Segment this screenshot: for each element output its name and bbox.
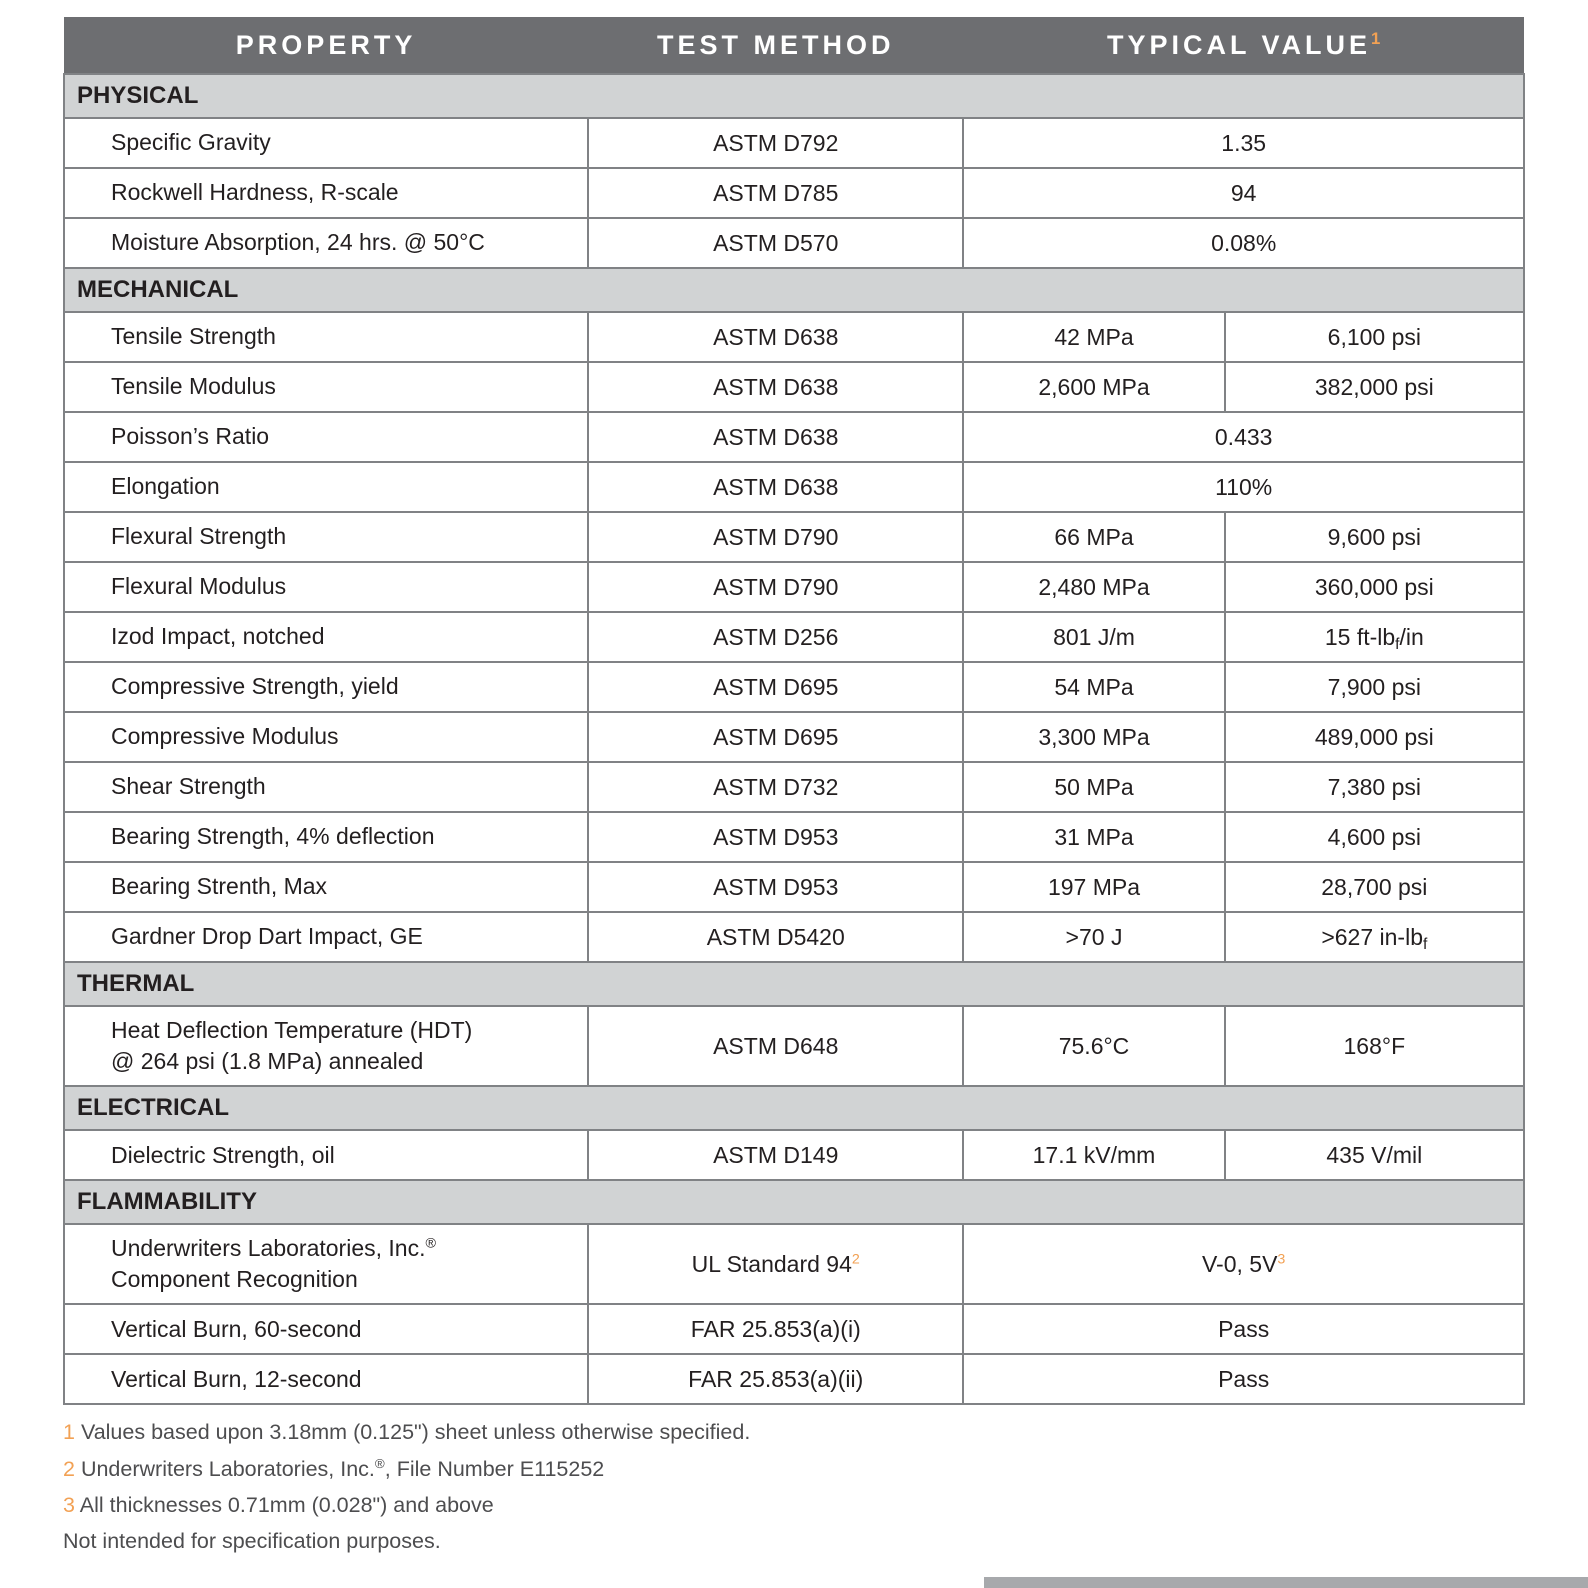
property-cell: Vertical Burn, 60-second: [64, 1304, 588, 1354]
footnote-line: [63, 1455, 1525, 1484]
header-property: PROPERTY: [64, 17, 588, 74]
value-cell-imperial: 6,100 psi: [1225, 312, 1524, 362]
test-method-cell: ASTM D149: [588, 1130, 963, 1180]
section-title: THERMAL: [64, 962, 1524, 1006]
value-cell-imperial: 9,600 psi: [1225, 512, 1524, 562]
property-cell: Flexural Modulus: [64, 562, 588, 612]
value-cell-imperial: 168°F: [1225, 1006, 1524, 1086]
property-cell: Izod Impact, notched: [64, 612, 588, 662]
property-cell: Tensile Modulus: [64, 362, 588, 412]
test-method-cell: ASTM D638: [588, 412, 963, 462]
table-row: [64, 662, 1524, 712]
test-method-cell: ASTM D638: [588, 312, 963, 362]
value-cell-metric: 17.1 kV/mm: [963, 1130, 1224, 1180]
value-cell-metric: 54 MPa: [963, 662, 1224, 712]
value-cell-metric: 75.6°C: [963, 1006, 1224, 1086]
test-method-cell: ASTM D695: [588, 662, 963, 712]
property-cell: Dielectric Strength, oil: [64, 1130, 588, 1180]
value-cell-imperial: 489,000 psi: [1225, 712, 1524, 762]
table-row: [64, 168, 1524, 218]
test-method-cell: ASTM D953: [588, 812, 963, 862]
property-cell: Tensile Strength: [64, 312, 588, 362]
footnote-line: [63, 1492, 1525, 1520]
section-title: MECHANICAL: [64, 268, 1524, 312]
property-cell: Bearing Strength, 4% deflection: [64, 812, 588, 862]
value-cell: 1.35: [963, 118, 1524, 168]
value-cell-metric: 31 MPa: [963, 812, 1224, 862]
table-row: [64, 612, 1524, 662]
property-cell: Poisson’s Ratio: [64, 412, 588, 462]
test-method-cell: ASTM D5420: [588, 912, 963, 962]
test-method-cell: UL Standard 94$^2$: [588, 1224, 963, 1304]
value-cell-imperial: 435 V/mil: [1225, 1130, 1524, 1180]
table-row: [64, 762, 1524, 812]
value-cell-imperial: >627 $in-lb_f$: [1225, 912, 1524, 962]
test-method-cell: ASTM D785: [588, 168, 963, 218]
header-typical-value: TYPICAL VALUE$^1$: [963, 17, 1524, 74]
value-cell: 0.433: [963, 412, 1524, 462]
property-cell: Vertical Burn, 12-second: [64, 1354, 588, 1404]
value-cell-metric: 197 MPa: [963, 862, 1224, 912]
table-row: [64, 912, 1524, 962]
table-row: [64, 1304, 1524, 1354]
property-cell: Elongation: [64, 462, 588, 512]
footer-partial-bar: [984, 1577, 1588, 1588]
test-method-cell: ASTM D790: [588, 512, 963, 562]
property-cell: Shear Strength: [64, 762, 588, 812]
table-row: [64, 118, 1524, 168]
value-cell-imperial: 7,380 psi: [1225, 762, 1524, 812]
footnote-text: Not intended for specification purposes.: [63, 1529, 441, 1554]
footnote-line: [63, 1419, 1525, 1447]
test-method-cell: FAR 25.853(a)(ii): [588, 1354, 963, 1404]
section-row-flammability: [64, 1180, 1524, 1224]
footnote-marker: 3: [63, 1493, 75, 1518]
test-method-cell: ASTM D256: [588, 612, 963, 662]
value-cell-imperial: 360,000 psi: [1225, 562, 1524, 612]
value-cell: 110%: [963, 462, 1524, 512]
value-cell: 94: [963, 168, 1524, 218]
value-cell-metric: 2,600 MPa: [963, 362, 1224, 412]
test-method-cell: ASTM D648: [588, 1006, 963, 1086]
test-method-cell: ASTM D570: [588, 218, 963, 268]
test-method-cell: ASTM D695: [588, 712, 963, 762]
section-title: PHYSICAL: [64, 74, 1524, 118]
table-row: [64, 512, 1524, 562]
value-cell-imperial: 28,700 psi: [1225, 862, 1524, 912]
table-body: [64, 74, 1524, 1404]
value-cell: 0.08%: [963, 218, 1524, 268]
test-method-cell: ASTM D792: [588, 118, 963, 168]
value-cell: V-0, 5V$^3$: [963, 1224, 1524, 1304]
table-row: [64, 1006, 1524, 1086]
value-cell: Pass: [963, 1354, 1524, 1404]
property-cell: Compressive Strength, yield: [64, 662, 588, 712]
value-cell-metric: 66 MPa: [963, 512, 1224, 562]
footnote-marker: 1: [63, 1420, 75, 1445]
header-test-method: TEST METHOD: [588, 17, 963, 74]
section-row-physical: [64, 74, 1524, 118]
table-row: [64, 562, 1524, 612]
footnote-text: Values based upon 3.18mm (0.125") sheet unless otherwise specified.: [80, 1420, 751, 1445]
table-row: [64, 218, 1524, 268]
value-cell-imperial: 7,900 psi: [1225, 662, 1524, 712]
value-cell-metric: 50 MPa: [963, 762, 1224, 812]
table-row: [64, 362, 1524, 412]
table-row: [64, 812, 1524, 862]
property-cell: Moisture Absorption, 24 hrs. @ 50°C: [64, 218, 588, 268]
property-cell: Rockwell Hardness, R-scale: [64, 168, 588, 218]
table-row: [64, 462, 1524, 512]
section-row-thermal: [64, 962, 1524, 1006]
property-cell: Flexural Strength: [64, 512, 588, 562]
value-cell-metric: >70 J: [963, 912, 1224, 962]
value-cell-metric: 801 J/m: [963, 612, 1224, 662]
value-cell-imperial: 382,000 psi: [1225, 362, 1524, 412]
table-header-row: [64, 17, 1524, 74]
test-method-cell: ASTM D953: [588, 862, 963, 912]
footnote-text: Underwriters Laboratories, Inc.®, File Number E115252: [80, 1456, 605, 1482]
property-cell: Underwriters Laboratories, Inc.® Component Recognition: [64, 1224, 588, 1304]
test-method-cell: ASTM D732: [588, 762, 963, 812]
test-method-cell: ASTM D638: [588, 362, 963, 412]
table-row: [64, 412, 1524, 462]
property-cell: Bearing Strenth, Max: [64, 862, 588, 912]
test-method-cell: FAR 25.853(a)(i): [588, 1304, 963, 1354]
value-cell-imperial: 15 $ft-lb_f/in$: [1225, 612, 1524, 662]
table-row: [64, 312, 1524, 362]
value-cell-metric: 42 MPa: [963, 312, 1224, 362]
value-cell-metric: 3,300 MPa: [963, 712, 1224, 762]
table-row: [64, 1354, 1524, 1404]
test-method-cell: ASTM D638: [588, 462, 963, 512]
section-row-mechanical: [64, 268, 1524, 312]
property-cell: Gardner Drop Dart Impact, GE: [64, 912, 588, 962]
footnote-text: All thicknesses 0.71mm (0.028") and above: [79, 1493, 494, 1518]
property-cell: Heat Deflection Temperature (HDT) @ 264 psi (1.8 MPa) annealed: [64, 1006, 588, 1086]
footnotes: [63, 1419, 1525, 1556]
value-cell: Pass: [963, 1304, 1524, 1354]
test-method-cell: ASTM D790: [588, 562, 963, 612]
section-title: ELECTRICAL: [64, 1086, 1524, 1130]
section-row-electrical: [64, 1086, 1524, 1130]
properties-table: [63, 17, 1525, 1405]
table-row: [64, 862, 1524, 912]
property-cell: Specific Gravity: [64, 118, 588, 168]
table-row: [64, 1130, 1524, 1180]
section-title: FLAMMABILITY: [64, 1180, 1524, 1224]
property-cell: Compressive Modulus: [64, 712, 588, 762]
footnote-marker: 2: [63, 1457, 75, 1482]
table-row: [64, 712, 1524, 762]
value-cell-imperial: 4,600 psi: [1225, 812, 1524, 862]
table-row: [64, 1224, 1524, 1304]
footnote-line: [63, 1528, 1525, 1556]
value-cell-metric: 2,480 MPa: [963, 562, 1224, 612]
